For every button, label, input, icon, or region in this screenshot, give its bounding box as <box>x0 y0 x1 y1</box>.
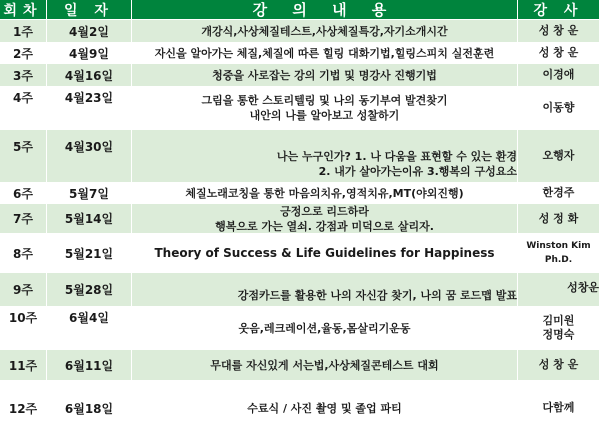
table-row-week: 5주 <box>0 130 47 182</box>
topic-line: 그림을 통한 스토리텔링 및 나의 동기부여 발견찾기 <box>201 94 448 107</box>
instructor-line: 성 창 운 <box>538 358 579 371</box>
table-row-topic <box>132 204 518 233</box>
table-row-date: 6월11일 <box>47 350 132 380</box>
header-date: 일 자 <box>47 0 132 20</box>
topic-line: 웃음,레크레이션,율동,몸살리기운동 <box>238 321 411 335</box>
table-row-instructor <box>518 273 600 306</box>
instructor-line: 성 창 운 <box>538 46 579 59</box>
topic-line: 강점카드를 활용한 나의 자신감 찾기, 나의 꿈 로드맵 발표 <box>237 289 517 302</box>
table-row-instructor <box>518 130 600 182</box>
table-row-instructor <box>518 380 600 436</box>
header-week: 회차 <box>0 0 47 20</box>
table-row-date: 4월9일 <box>47 42 132 64</box>
topic-line: 수료식 / 사진 촬영 및 졸업 파티 <box>247 401 402 415</box>
instructor-line: 한경주 <box>542 186 575 199</box>
instructor-line: 이동향 <box>542 101 575 114</box>
topic-line: 개강식,사상체질테스트,사상체질특강,자기소개시간 <box>201 24 448 38</box>
header-topic: 강 의 내 용 <box>132 0 518 20</box>
table-row-week: 11주 <box>0 350 47 380</box>
topic-line: 내안의 나를 알아보고 성찰하기 <box>249 109 400 122</box>
instructor-line: 다함께 <box>542 401 575 414</box>
table-row-date: 4월2일 <box>47 20 132 42</box>
table-row-topic <box>132 380 518 436</box>
instructor-line: 김미원 <box>542 314 575 327</box>
instructor-line: 이경애 <box>542 68 575 81</box>
table-row-instructor <box>518 306 600 350</box>
topic-line: 행복으로 가는 열쇠. 강점과 미덕으로 살리자. <box>215 219 434 233</box>
instructor-line: 정명숙 <box>542 328 575 341</box>
table-row-week: 6주 <box>0 182 47 204</box>
table-row-week: 1주 <box>0 20 47 42</box>
table-row-date: 6월4일 <box>47 306 132 328</box>
row-spacer <box>0 328 47 350</box>
table-row-date: 4월30일 <box>47 130 132 182</box>
table-row-date: 6월18일 <box>47 380 132 436</box>
topic-line: 나는 누구인가? 1. 나 다움을 표현할 수 있는 환경 <box>276 150 517 163</box>
instructor-line: Ph.D. <box>544 255 573 265</box>
table-row-topic <box>132 42 518 64</box>
table-row-topic <box>132 350 518 380</box>
table-row-topic <box>132 233 518 273</box>
table-row-topic <box>132 64 518 86</box>
table-row-week: 9주 <box>0 273 47 306</box>
table-row-instructor <box>518 64 600 86</box>
table-row-instructor <box>518 20 600 42</box>
topic-line: 자신을 알아가는 체질,체질에 따른 힐링 대화기법,힐링스피치 실전훈련 <box>154 46 495 60</box>
table-row-instructor <box>518 182 600 204</box>
table-row-date: 5월21일 <box>47 233 132 273</box>
row-spacer <box>47 328 132 350</box>
table-row-topic <box>132 306 518 350</box>
table-row-week: 8주 <box>0 233 47 273</box>
table-row-week: 12주 <box>0 380 47 436</box>
topic-line: 청중을 사로잡는 강의 기법 및 명강사 진행기법 <box>212 68 437 82</box>
topic-line: 무대를 자신있게 서는법,사상체질콘테스트 대회 <box>210 358 439 372</box>
table-row-topic <box>132 20 518 42</box>
table-row-week: 10주 <box>0 306 47 328</box>
table-row-week: 4주 <box>0 86 47 130</box>
table-row-topic <box>132 130 518 182</box>
topic-line: Theory of Success & Life Guidelines for Happiness <box>154 245 495 260</box>
instructor-line: 성 창 운 <box>538 24 579 37</box>
table-row-date: 5월14일 <box>47 204 132 233</box>
table-row-instructor <box>518 233 600 273</box>
header-instructor: 강 사 <box>518 0 600 20</box>
table-row-week: 3주 <box>0 64 47 86</box>
instructor-line: 성창운 <box>567 281 599 294</box>
table-row-week: 7주 <box>0 204 47 233</box>
table-row-instructor <box>518 350 600 380</box>
table-row-topic <box>132 273 518 306</box>
topic-line: 체질노래코칭을 통한 마음의치유,영적치유,MT(야외진행) <box>185 186 464 200</box>
table-row-date: 5월28일 <box>47 273 132 306</box>
table-row-instructor <box>518 86 600 130</box>
instructor-line: Winston Kim <box>526 241 591 251</box>
topic-line: 긍정으로 리드하라 <box>280 204 369 218</box>
instructor-line: 성 정 화 <box>538 211 579 225</box>
table-row-topic <box>132 182 518 204</box>
table-row-topic <box>132 86 518 130</box>
table-row-week: 2주 <box>0 42 47 64</box>
table-row-instructor <box>518 42 600 64</box>
table-row-date: 4월23일 <box>47 86 132 130</box>
table-row-instructor <box>518 204 600 233</box>
instructor-line: 오행자 <box>542 149 575 162</box>
topic-line: 2. 내가 살아가는이유 3.행복의 구성요소 <box>318 165 517 178</box>
table-row-date: 5월7일 <box>47 182 132 204</box>
table-row-date: 4월16일 <box>47 64 132 86</box>
